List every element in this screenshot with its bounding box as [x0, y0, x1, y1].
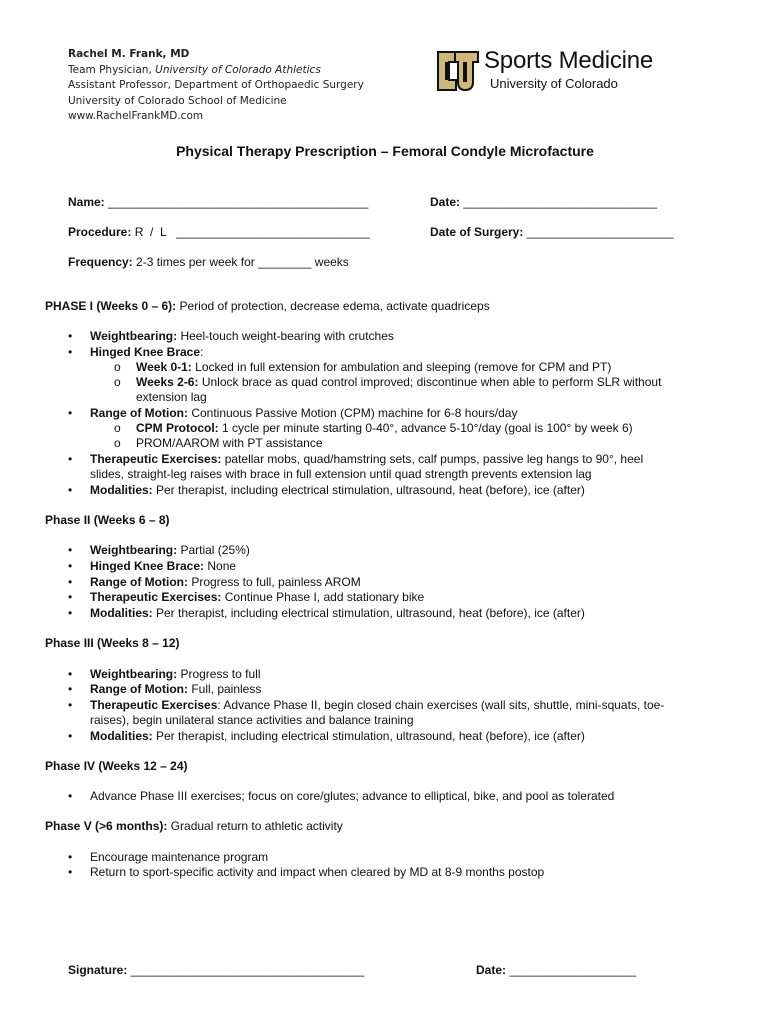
text: : [200, 345, 204, 359]
label: Therapeutic Exercises [90, 698, 218, 712]
document-title: Physical Therapy Prescription – Femoral Condyle Microfacture [176, 143, 594, 159]
phase2-heading: Phase II (Weeks 6 – 8) [45, 513, 170, 527]
label: Range of Motion: [90, 682, 188, 696]
date-label: Date: [430, 195, 461, 209]
text: Locked in full extension for ambulation and sleeping (remove for CPM and PT) [191, 360, 612, 374]
phase3-modalities [90, 729, 585, 745]
text: : Advance Phase II, begin closed chain exercises (wall sits, shuttle, mini-squats, toe- [217, 698, 665, 712]
label: Modalities: [90, 483, 153, 497]
label: Modalities: [90, 729, 153, 743]
physician-name: Rachel M. Frank, MD [68, 48, 190, 60]
date-line[interactable]: _____________________________ [463, 195, 657, 209]
logo-title: Sports Medicine [484, 47, 654, 74]
text: Progress to full [177, 667, 261, 681]
phase1-exercises-cont: slides, straight-leg raises with brace in full extension until quad strength prevents extension lag [90, 467, 592, 481]
procedure-line[interactable]: _____________________________ [176, 225, 370, 239]
bullet-icon: • [68, 850, 73, 864]
phase1-prom: PROM/AAROM with PT assistance [136, 436, 323, 450]
text: Heel-touch weight-bearing with crutches [177, 329, 394, 343]
sub-bullet-icon: o [114, 421, 121, 435]
name-label: Name: [68, 195, 105, 209]
bullet-icon: • [68, 789, 73, 803]
text: Continue Phase I, add stationary bike [221, 590, 425, 604]
phase1-rom [90, 406, 517, 422]
physician-website[interactable]: www.RachelFrankMD.com [68, 110, 204, 123]
label: Hinged Knee Brace: [90, 559, 205, 573]
bullet-icon: • [68, 682, 73, 696]
phase3-rom [90, 682, 261, 698]
label: Weightbearing: [90, 667, 178, 681]
phase2-brace [90, 559, 236, 575]
label: Therapeutic Exercises: [90, 590, 222, 604]
phase3-weightbearing [90, 667, 261, 683]
label: Hinged Knee Brace [90, 345, 201, 359]
phase5-item-maintenance: Encourage maintenance program [90, 850, 269, 864]
text: Per therapist, including electrical stimulation, ultrasound, heat (before), ice (after) [152, 606, 585, 620]
bullet-icon: • [68, 590, 73, 604]
label: Weeks 2-6: [136, 375, 199, 389]
bullet-icon: • [68, 452, 73, 466]
label: Weightbearing: [90, 329, 178, 343]
phase2-weightbearing [90, 543, 250, 559]
text: Per therapist, including electrical stimulation, ultrasound, heat (before), ice (after) [152, 483, 585, 497]
label: Week 0-1: [136, 360, 192, 374]
title-prefix: Team Physician, [68, 63, 156, 76]
bullet-icon: • [68, 559, 73, 573]
label: Weightbearing: [90, 543, 178, 557]
phase3-heading: Phase III (Weeks 8 – 12) [45, 636, 180, 650]
phase5-desc: Gradual return to athletic activity [167, 819, 343, 833]
label: Range of Motion: [90, 406, 188, 420]
phase1-brace-week26 [136, 375, 661, 391]
bullet-icon: • [68, 543, 73, 557]
phase1-brace-week01 [136, 360, 611, 376]
text: Per therapist, including electrical stimulation, ultrasound, heat (before), ice (after) [152, 729, 585, 743]
text: None [204, 559, 237, 573]
cu-logo-icon [436, 50, 480, 92]
text: Progress to full, painless AROM [187, 575, 361, 589]
phase2-rom [90, 575, 361, 591]
surgery-date-label: Date of Surgery: [430, 225, 524, 239]
bullet-icon: • [68, 345, 73, 359]
phase1-weightbearing [90, 329, 394, 345]
sub-bullet-icon: o [114, 375, 121, 389]
text: Unlock brace as quad control improved; discontinue when able to perform SLR without [198, 375, 662, 389]
phase1-exercises [90, 452, 643, 468]
text: patellar mobs, quad/hamstring sets, calf pumps, passive leg hangs to 90°, heel [221, 452, 644, 466]
phase3-exercises [90, 698, 664, 714]
footer-date-field[interactable] [476, 963, 636, 979]
bullet-icon: • [68, 865, 73, 879]
bullet-icon: • [68, 729, 73, 743]
sub-bullet-icon: o [114, 360, 121, 374]
name-field[interactable] [68, 195, 368, 211]
frequency-field[interactable] [68, 255, 349, 271]
name-line[interactable]: _______________________________________ [108, 195, 369, 209]
surgery-date-field[interactable] [430, 225, 674, 241]
title-affiliation: University of Colorado Athletics [155, 63, 321, 76]
phase1-modalities [90, 483, 585, 499]
phase5-heading [45, 819, 343, 835]
procedure-field[interactable] [68, 225, 370, 241]
signature-label: Signature: [68, 963, 128, 977]
phase1-title: PHASE I (Weeks 0 – 6): [45, 299, 177, 313]
signature-line[interactable]: ___________________________________ [127, 963, 365, 977]
text: Partial (25%) [177, 543, 250, 557]
phase4-heading: Phase IV (Weeks 12 – 24) [45, 759, 188, 773]
footer-date-line[interactable]: ___________________ [506, 963, 637, 977]
procedure-label: Procedure: [68, 225, 132, 239]
label: Therapeutic Exercises: [90, 452, 222, 466]
text: 1 cycle per minute starting 0-40°, advance 5-10°/day (goal is 100° by week 6) [218, 421, 633, 435]
bullet-icon: • [68, 667, 73, 681]
phase1-brace-week26-cont: extension lag [136, 390, 207, 404]
phase1-brace [90, 345, 203, 361]
physician-info [68, 47, 364, 125]
bullet-icon: • [68, 698, 73, 712]
bullet-icon: • [68, 406, 73, 420]
surgery-date-line[interactable]: ______________________ [526, 225, 674, 239]
phase1-cpm [136, 421, 633, 437]
physician-school: University of Colorado School of Medicine [68, 94, 287, 107]
signature-field[interactable] [68, 963, 364, 979]
footer-date-label: Date: [476, 963, 507, 977]
phase1-desc: Period of protection, decrease edema, activate quadriceps [176, 299, 490, 313]
label: Modalities: [90, 606, 153, 620]
phase2-exercises [90, 590, 424, 606]
bullet-icon: • [68, 575, 73, 589]
frequency-label: Frequency: [68, 255, 133, 269]
physician-position: Assistant Professor, Department of Orthopaedic Surgery [68, 79, 364, 92]
text: Continuous Passive Motion (CPM) machine for 6-8 hours/day [187, 406, 518, 420]
bullet-icon: • [68, 483, 73, 497]
bullet-icon: • [68, 329, 73, 343]
phase3-exercises-cont: raises), begin unilateral stance activities and balance training [90, 713, 414, 727]
label: Range of Motion: [90, 575, 188, 589]
sub-bullet-icon: o [114, 436, 121, 450]
phase2-modalities [90, 606, 585, 622]
bullet-icon: • [68, 606, 73, 620]
text: Full, painless [187, 682, 262, 696]
phase4-item: Advance Phase III exercises; focus on core/glutes; advance to elliptical, bike, and pool as tolerated [90, 789, 615, 803]
phase5-title: Phase V (>6 months): [45, 819, 168, 833]
phase1-heading [45, 299, 490, 315]
frequency-value[interactable]: 2-3 times per week for ________ weeks [132, 255, 349, 269]
procedure-side[interactable]: R / L [131, 225, 173, 239]
label: CPM Protocol: [136, 421, 219, 435]
phase5-item-return: Return to sport-specific activity and impact when cleared by MD at 8-9 months postop [90, 865, 545, 879]
logo-subtitle: University of Colorado [490, 76, 618, 91]
date-field[interactable] [430, 195, 657, 211]
physician-title [68, 63, 364, 79]
